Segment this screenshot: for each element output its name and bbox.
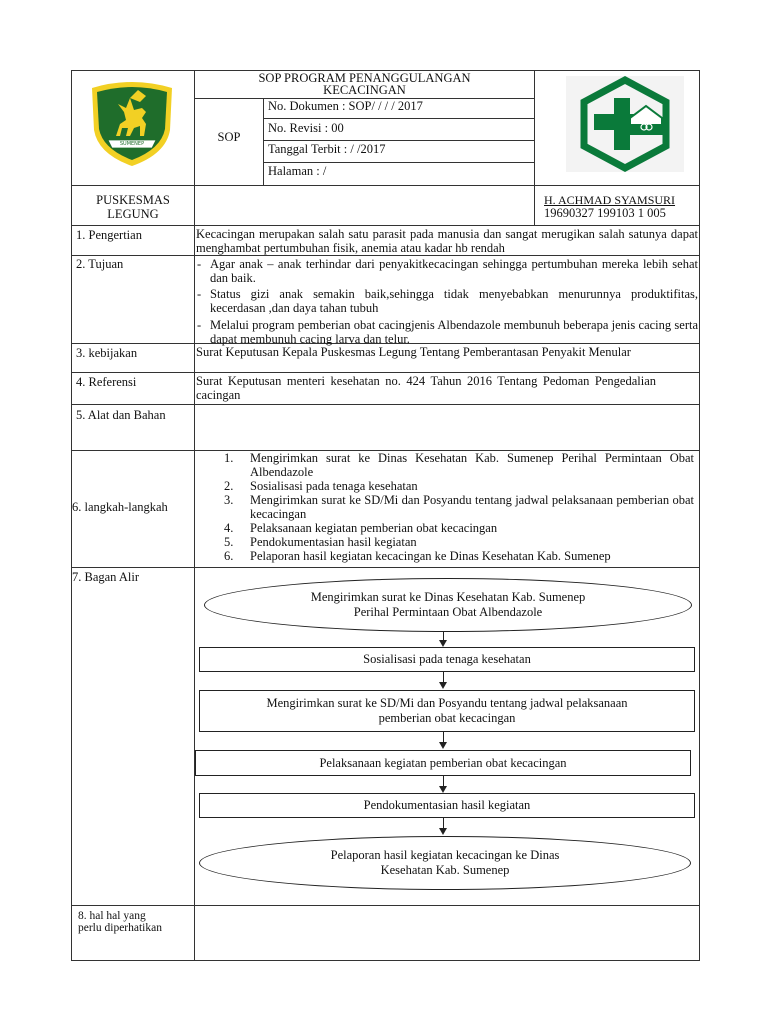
tujuan-item-text: Agar anak – anak terhindar dari penyakitkecacingan sehingga pertumbuhan mereka lebih sehat dan baik.: [210, 257, 698, 285]
page-number: Halaman : /: [268, 164, 327, 178]
doc-title-line1: SOP PROGRAM PENANGGULANGAN: [258, 71, 471, 85]
flow-node-text: Pelaksanaan kegiatan pemberian obat kecacingan: [319, 755, 567, 770]
row-sep-7: [71, 905, 700, 906]
section-label-perhatian-1: 8. hal hal yang: [78, 910, 146, 922]
dash-bullet: -: [197, 257, 202, 271]
steps-list: [224, 451, 694, 563]
signatory-nip: 19690327 199103 1 005: [544, 206, 666, 220]
dash-bullet: -: [197, 318, 202, 332]
signatory-name: H. ACHMAD SYAMSURI: [544, 193, 676, 207]
row-sep-6: [71, 567, 700, 568]
health-cross-icon: [566, 76, 684, 172]
list-item: 6. Pelaporan hasil kegiatan kecacingan ke Dinas Kesehatan Kab. Sumenep: [224, 549, 611, 563]
flow-node-text: Perihal Permintaan Obat Albendazole: [353, 605, 543, 619]
hdr-h-3: [263, 162, 535, 163]
section-label-tujuan: 2. Tujuan: [76, 257, 124, 271]
regency-shield-icon: [86, 78, 178, 168]
flow-node-text: Kesehatan Kab. Sumenep: [380, 863, 510, 877]
doc-title-line2: KECACINGAN: [323, 83, 406, 97]
flow-arrow-icon: [443, 671, 444, 683]
list-item: 1. Mengirimkan surat ke Dinas Kesehatan Kab. Sumenep Perihal Permintaan Obat Albendazole: [224, 451, 694, 479]
hdr-h-1: [263, 118, 535, 119]
list-item: 2. Sosialisasi pada tenaga kesehatan: [224, 479, 418, 493]
section-label-perhatian-2: perlu diperhatikan: [78, 922, 162, 934]
tujuan-item-3: [197, 318, 698, 346]
flow-node-surat-sd: [199, 690, 695, 732]
section-label-bagan: 7. Bagan Alir: [72, 570, 140, 584]
body-v: [194, 225, 195, 961]
section-label-referensi: 4. Referensi: [76, 375, 137, 389]
flow-node-text: Sosialisasi pada tenaga kesehatan: [363, 652, 531, 666]
flow-node-text: Pelaporan hasil kegiatan kecacingan ke Dinas: [330, 848, 560, 862]
list-item: 3. Mengirimkan surat ke SD/Mi dan Posyandu tentang jadwal pelaksanaan pemberian obat kecacingan: [224, 493, 694, 521]
row-sep-1: [71, 255, 700, 256]
flow-arrow-icon: [443, 775, 444, 787]
hdr-v2: [534, 70, 535, 226]
flow-node-text: pemberian obat kecacingan: [378, 711, 516, 725]
section-text-kebijakan: Surat Keputusan Kepala Puskesmas Legung Tentang Pemberantasan Penyakit Menular: [196, 345, 631, 359]
tujuan-item-2: [197, 287, 698, 315]
tujuan-item-1: [197, 257, 698, 285]
doc-number: No. Dokumen : SOP/ / / / 2017: [268, 99, 423, 113]
section-label-alat: 5. Alat dan Bahan: [76, 408, 166, 422]
row-sep-4: [71, 404, 700, 405]
border-right: [699, 70, 700, 961]
flow-node-start: [204, 578, 692, 632]
list-item: 5. Pendokumentasian hasil kegiatan: [224, 535, 417, 549]
hdr-h-5: [71, 225, 700, 226]
flow-node-text: Mengirimkan surat ke SD/Mi dan Posyandu tentang jadwal pelaksanaan: [266, 696, 628, 710]
revision-number: No. Revisi : 00: [268, 121, 344, 135]
flow-arrow-icon: [443, 817, 444, 829]
regency-logo: [86, 78, 178, 168]
tujuan-item-text: Melalui program pemberian obat cacingjenis Albendazole membunuh beberapa jenis cacing serta dapat membunuh cacing larva dan telur.: [210, 318, 698, 346]
org-name-line2: LEGUNG: [107, 207, 159, 221]
section-label-pengertian: 1. Pengertian: [76, 228, 142, 242]
flow-node-text: Mengirimkan surat ke Dinas Kesehatan Kab. Sumenep: [310, 590, 586, 604]
section-text-referensi: Surat Keputusan menteri kesehatan no. 424 Tahun 2016 Tentang Pedoman Pengedalian cacingan: [196, 374, 656, 402]
border-bottom: [71, 960, 700, 961]
logo-ribbon-text: SUMENEP: [119, 141, 145, 147]
sop-label: SOP: [217, 130, 241, 144]
list-item: 4. Pelaksanaan kegiatan pemberian obat kecacingan: [224, 521, 498, 535]
hdr-h-4: [71, 185, 700, 186]
flow-node-sosialisasi: [199, 647, 695, 672]
puskesmas-logo: [566, 76, 684, 172]
org-name-line1: PUSKESMAS: [96, 193, 170, 207]
issue-date: Tanggal Terbit : / /2017: [268, 142, 386, 156]
flow-arrow-icon: [443, 631, 444, 641]
tujuan-item-text: Status gizi anak semakin baik,sehingga tidak menyebabkan menurunnya produktifitas, kecerdasan ,dan daya tahan tubuh: [210, 287, 698, 315]
flow-node-text: Pendokumentasian hasil kegiatan: [363, 798, 531, 812]
hdr-h-2: [263, 140, 535, 141]
dash-bullet: -: [197, 287, 202, 301]
section-label-langkah: 6. langkah-langkah: [72, 500, 168, 514]
hdr-v3: [263, 98, 264, 185]
flow-node-end: [199, 836, 691, 890]
row-sep-3: [71, 372, 700, 373]
flow-node-dokumentasi: [199, 793, 695, 818]
flow-arrow-icon: [443, 731, 444, 743]
section-label-kebijakan: 3. kebijakan: [76, 346, 138, 360]
section-text-pengertian: Kecacingan merupakan salah satu parasit pada manusia dan sangat merugikan salah satunya dapat menghambat pertumbuhan fisik, anemia atau kadar hb rendah: [196, 227, 698, 255]
flow-node-pelaksanaan: [195, 750, 691, 776]
